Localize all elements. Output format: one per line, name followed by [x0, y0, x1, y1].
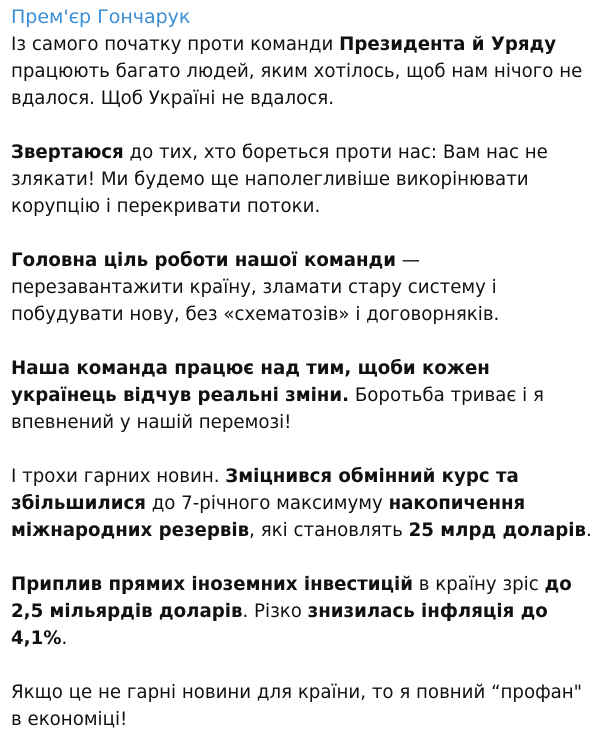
bold-text-segment: Звертаюся — [11, 142, 124, 163]
bold-text-segment: Президента й Уряду — [339, 34, 557, 55]
text-segment: Із самого початку проти команди — [11, 34, 340, 55]
bold-text-segment: до 2,5 мільярдів доларів — [11, 574, 572, 622]
bold-text-segment: Зміцнився обмінний курс та збільшилися — [11, 466, 519, 514]
text-segment: . — [61, 628, 68, 649]
text-segment: до 7-річного максимуму — [145, 493, 389, 514]
bold-text-segment: знизилась інфляція до 4,1% — [11, 601, 548, 649]
message-paragraph — [11, 139, 597, 220]
text-segment: , які становлять — [249, 520, 409, 541]
text-segment: Боротьба триває і я впевнений у нашій перемозі! — [11, 385, 544, 433]
text-segment: до тих, хто бореться проти нас: Вам нас не злякати! Ми будемо ще наполегливіше викорінювати корупцію і перекривати потоки. — [11, 142, 548, 217]
message-paragraph — [11, 31, 597, 112]
bold-text-segment: накопичення міжнародних резервів — [11, 493, 526, 541]
bold-text-segment: Приплив прямих іноземних інвестицій — [11, 574, 413, 595]
text-segment: І трохи гарних новин. — [11, 466, 226, 487]
text-segment: Якщо це не гарні новини для країни, то я повний “профан" в економіці! — [11, 682, 583, 730]
message-paragraph — [11, 679, 597, 733]
message-paragraph — [11, 247, 597, 328]
text-segment: в країну зріс — [413, 574, 545, 595]
bold-text-segment: 25 млрд доларів — [408, 520, 587, 541]
text-segment: . Різко — [242, 601, 308, 622]
text-segment: — перезавантажити країну, зламати стару систему і побудувати нову, без «схематозів» і договорняків. — [11, 250, 500, 325]
text-segment: працюють багато людей, яким хотілось, щоб нам нічого не вдалося. Щоб Україні не вдалося. — [11, 61, 583, 109]
bold-text-segment: Головна ціль роботи нашої команди — [11, 250, 396, 271]
message-paragraph — [11, 463, 597, 544]
message-paragraph — [11, 571, 597, 652]
text-segment: . — [586, 520, 592, 541]
bold-text-segment: Наша команда працює над тим, щоби кожен українець відчув реальні зміни. — [11, 358, 490, 406]
message-body — [11, 31, 597, 733]
sender-name[interactable]: Прем'єр Гончарук — [11, 6, 191, 28]
message-paragraph — [11, 355, 597, 436]
